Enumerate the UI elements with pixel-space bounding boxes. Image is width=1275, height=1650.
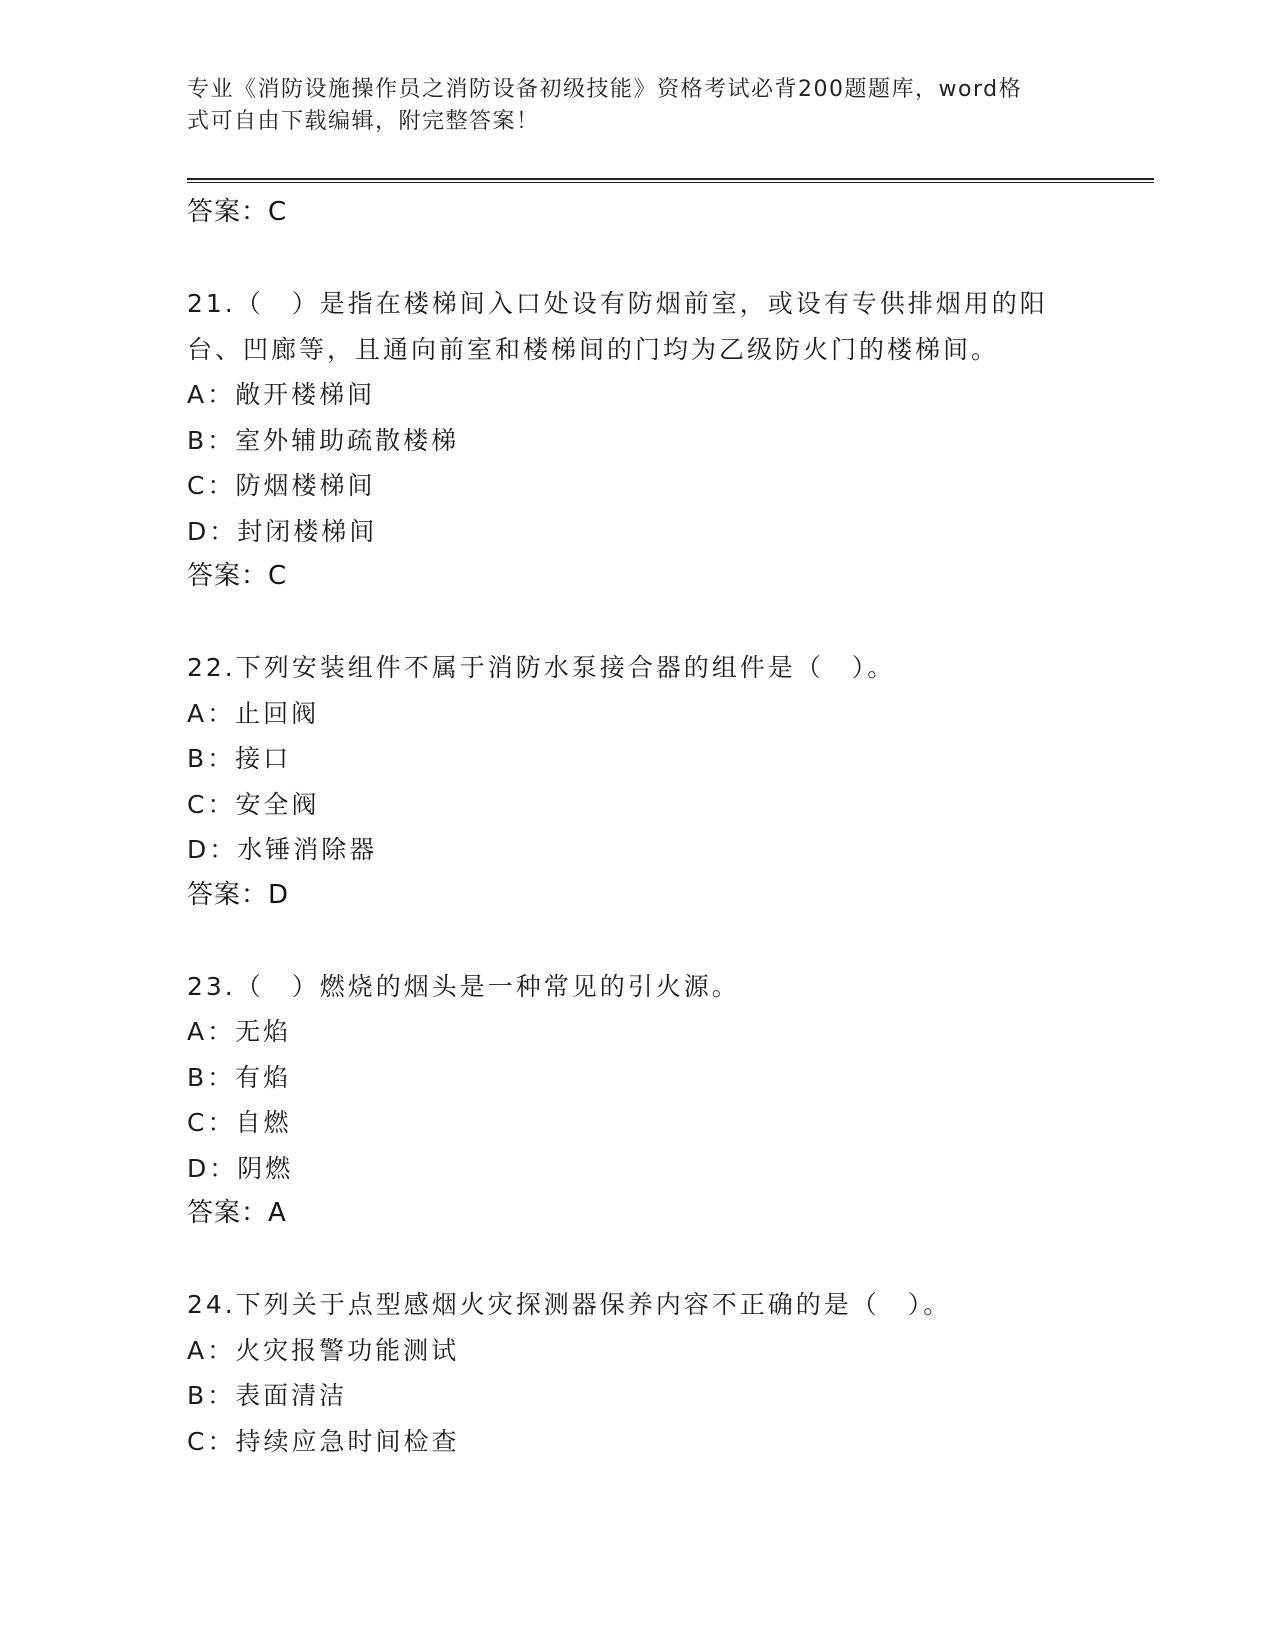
option-a: A：无焰	[187, 1017, 292, 1046]
header-line-2: 式可自由下载编辑，附完整答案！	[187, 109, 540, 134]
option-b: B：有焰	[187, 1062, 292, 1092]
option-b: B：室外辅助疏散楼梯	[187, 425, 460, 455]
question-22	[187, 645, 1087, 918]
option-c: C：防烟楼梯间	[187, 471, 376, 500]
question-21	[187, 281, 1087, 600]
option-d: D：水锤消除器	[187, 835, 378, 864]
option-c: C：持续应急时间检查	[187, 1426, 460, 1456]
previous-answer: 答案：C	[187, 197, 288, 227]
answer: 答案：A	[187, 1198, 287, 1228]
page-header	[187, 74, 1067, 138]
header-line-1: 专业《消防设施操作员之消防设备初级技能》资格考试必背200题题库，word格	[187, 77, 1023, 102]
option-d: D：阴燃	[187, 1153, 294, 1183]
spacer	[187, 918, 1087, 964]
option-a: A：火灾报警功能测试	[187, 1335, 460, 1365]
question-stem: 23.（ ）燃烧的烟头是一种常见的引火源。	[187, 971, 740, 1001]
option-c: C：自燃	[187, 1108, 292, 1137]
question-23	[187, 964, 1087, 1237]
spacer	[187, 236, 1087, 282]
option-a: A：敞开楼梯间	[187, 380, 376, 409]
question-stem: 21.（ ）是指在楼梯间入口处设有防烟前室，或设有专供排烟用的阳	[187, 289, 1048, 318]
option-a: A：止回阀	[187, 698, 320, 728]
question-stem-continued: 台、凹廊等，且通向前室和楼梯间的门均为乙级防火门的楼梯间。	[187, 334, 1000, 364]
question-stem: 22.下列安装组件不属于消防水泵接合器的组件是（ ）。	[187, 653, 896, 682]
answer: 答案：D	[187, 879, 290, 910]
option-c: C：安全阀	[187, 789, 320, 819]
spacer	[187, 600, 1087, 646]
spacer	[187, 1237, 1087, 1283]
question-list	[187, 190, 1087, 1464]
header-divider	[187, 178, 1154, 183]
question-stem: 24.下列关于点型感烟火灾探测器保养内容不正确的是（ ）。	[187, 1290, 952, 1319]
option-d: D：封闭楼梯间	[187, 516, 378, 546]
question-24	[187, 1282, 1087, 1464]
option-b: B：表面清洁	[187, 1381, 348, 1410]
option-b: B：接口	[187, 744, 292, 773]
answer: 答案：C	[187, 561, 288, 591]
